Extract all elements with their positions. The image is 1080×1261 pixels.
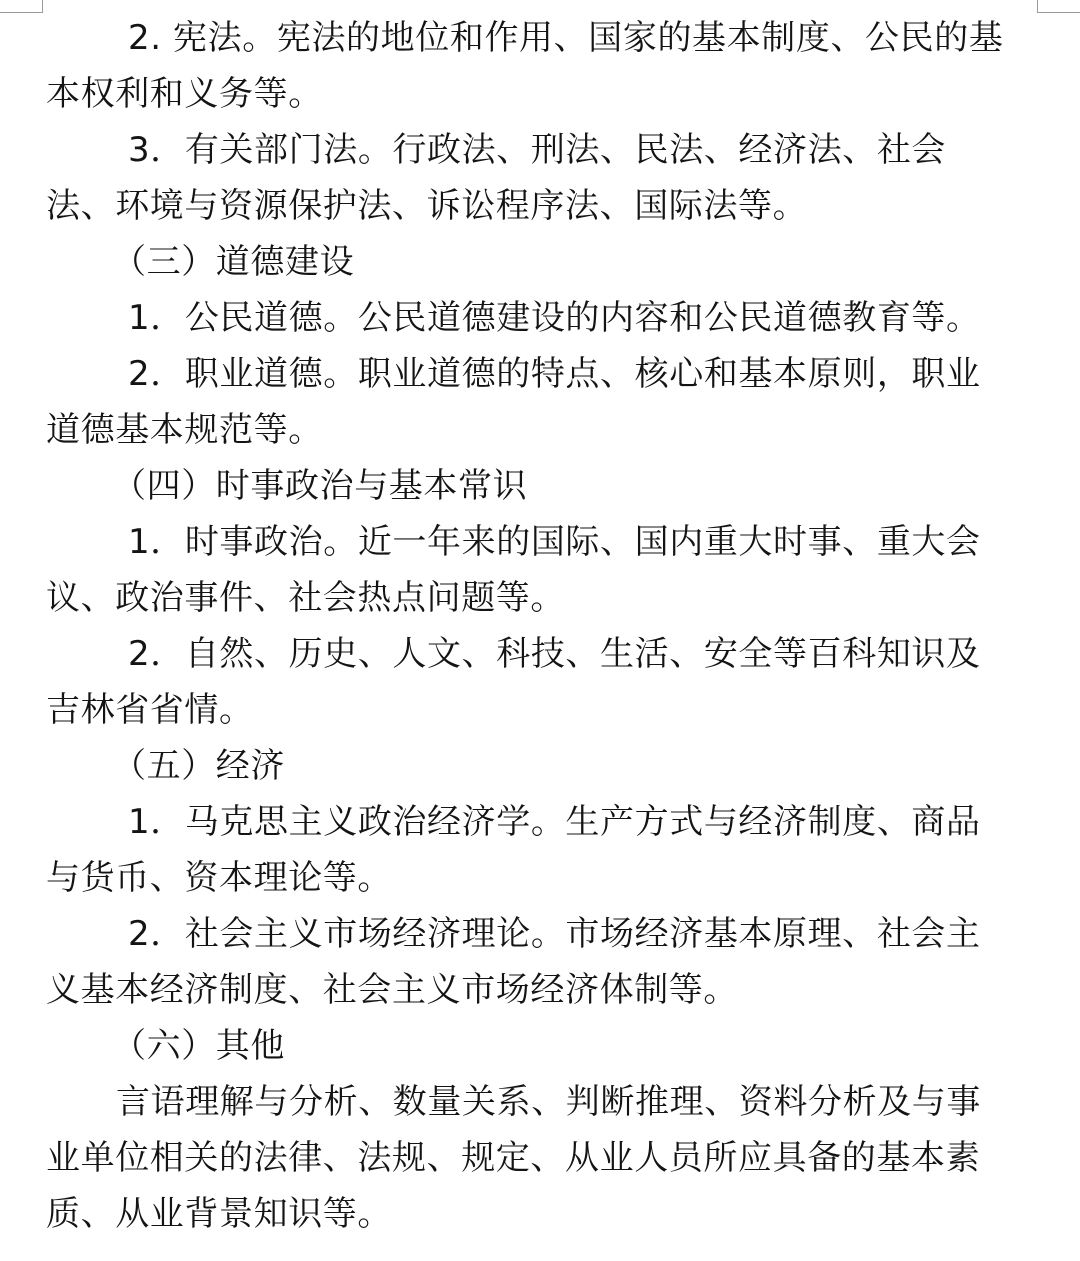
paragraph-other-line-1: 言语理解与分析、数量关系、判断推理、资料分析及与事 [116,1082,981,1122]
page-corner-mark-right [1037,0,1080,13]
section-heading-current-affairs: （四）时事政治与基本常识 [112,466,528,506]
paragraph-other-line-3: 质、从业背景知识等。 [46,1194,392,1234]
item-department-law-line-2: 法、环境与资源保护法、诉讼程序法、国际法等。 [46,186,808,226]
section-heading-other: （六）其他 [112,1026,285,1066]
section-heading-economy: （五）经济 [112,746,285,786]
item-department-law-line-1: 3．有关部门法。行政法、刑法、民法、经济法、社会 [128,130,947,170]
item-professional-ethics-line-2: 道德基本规范等。 [46,410,323,450]
item-encyclopedia-line-2: 吉林省省情。 [46,690,254,730]
section-heading-morality: （三）道德建设 [112,242,355,282]
item-political-economy-line-1: 1．马克思主义政治经济学。生产方式与经济制度、商品 [128,802,981,842]
item-encyclopedia-line-1: 2．自然、历史、人文、科技、生活、安全等百科知识及 [128,634,981,674]
item-political-economy-line-2: 与货币、资本理论等。 [46,858,392,898]
item-professional-ethics-line-1: 2．职业道德。职业道德的特点、核心和基本原则，职业 [128,354,981,394]
item-current-affairs-line-1: 1．时事政治。近一年来的国际、国内重大时事、重大会 [128,522,981,562]
item-constitution-line-1: 2. 宪法。宪法的地位和作用、国家的基本制度、公民的基 [128,18,1004,58]
paragraph-other-line-2: 业单位相关的法律、法规、规定、从业人员所应具备的基本素 [46,1138,981,1178]
page-corner-mark-left [0,0,43,13]
item-constitution-line-2: 本权利和义务等。 [46,74,323,114]
item-market-economy-line-1: 2．社会主义市场经济理论。市场经济基本原理、社会主 [128,914,981,954]
item-current-affairs-line-2: 议、政治事件、社会热点问题等。 [46,578,565,618]
item-civic-morality-line-1: 1．公民道德。公民道德建设的内容和公民道德教育等。 [128,298,981,338]
item-market-economy-line-2: 义基本经济制度、社会主义市场经济体制等。 [46,970,738,1010]
